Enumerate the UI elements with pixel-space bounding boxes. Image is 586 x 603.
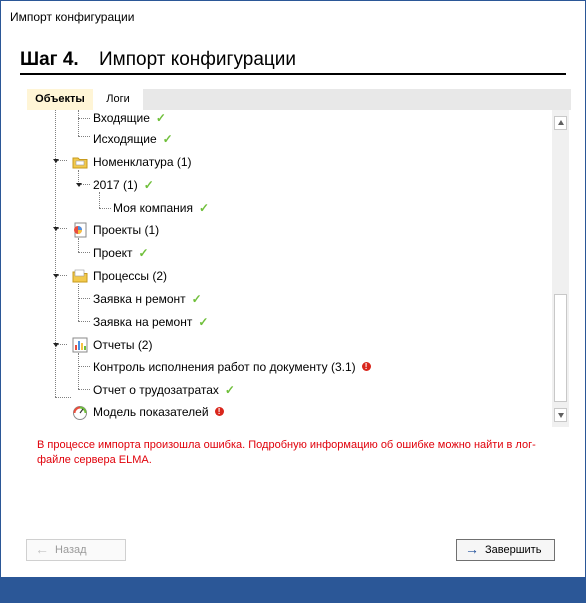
tree-node-label: 2017 (1): [93, 178, 138, 192]
tree-line: [78, 170, 79, 184]
arrow-right-icon: →: [465, 541, 479, 557]
kpi-gauge-icon: [72, 404, 88, 420]
error-icon: !: [362, 362, 371, 371]
tree-node[interactable]: [72, 220, 159, 240]
tree-line: [78, 284, 79, 321]
tree-node[interactable]: [93, 110, 166, 128]
scroll-down-button[interactable]: [554, 408, 567, 422]
tree-node-label: Контроль исполнения работ по документу (3.1): [93, 360, 356, 374]
tree-node[interactable]: [93, 289, 202, 309]
tree-line: [78, 366, 90, 367]
scroll-thumb[interactable]: [554, 294, 567, 402]
tree-line: [78, 321, 90, 322]
tab-strip: [27, 89, 571, 110]
objects-tree-panel: [27, 110, 571, 427]
tree-line: [78, 238, 79, 252]
arrow-left-icon: ←: [35, 541, 49, 557]
footer-bar: [1, 577, 585, 602]
tree-node[interactable]: [93, 175, 154, 195]
expand-arrow-icon[interactable]: [53, 274, 59, 278]
projects-icon: [72, 222, 88, 238]
tree-line: [78, 118, 90, 119]
objects-tree: [27, 110, 552, 427]
tree-node-label: Исходящие: [93, 132, 157, 146]
step-number: Шаг 4.: [20, 49, 79, 70]
tree-node-label: Отчеты (2): [93, 338, 153, 352]
tree-node[interactable]: [72, 335, 152, 355]
tree-node[interactable]: [93, 312, 208, 332]
tree-line: [78, 110, 79, 136]
tree-node[interactable]: [93, 357, 371, 377]
check-icon: ✓: [224, 383, 235, 397]
error-icon: !: [215, 407, 224, 416]
tree-node[interactable]: [72, 402, 224, 422]
check-icon: ✓: [198, 315, 209, 329]
tree-node[interactable]: [93, 380, 235, 400]
tree-node-label: Отчет о трудозатратах: [93, 383, 219, 397]
check-icon: ✓: [198, 201, 210, 215]
tree-line: [78, 252, 90, 253]
tree-line: [78, 353, 79, 389]
tree-node-label: Проекты (1): [93, 223, 160, 237]
finish-button[interactable]: [456, 539, 555, 561]
reports-icon: [72, 337, 88, 353]
expand-arrow-icon[interactable]: [53, 227, 59, 231]
tree-node-label: Заявка на ремонт: [93, 315, 193, 329]
tree-line: [78, 389, 90, 390]
tree-line: [78, 136, 90, 137]
tree-node-label: Процессы (2): [93, 269, 168, 283]
check-icon: ✓: [162, 132, 173, 146]
tree-node[interactable]: [93, 243, 149, 263]
tree-line: [55, 110, 56, 397]
expand-arrow-icon[interactable]: [53, 159, 59, 163]
scroll-up-button[interactable]: [554, 116, 567, 130]
expand-arrow-icon[interactable]: [76, 183, 82, 187]
back-button-label: Назад: [55, 544, 87, 556]
tree-node-label: Моя компания: [113, 201, 193, 215]
tree-node[interactable]: [72, 266, 167, 286]
tree-node-label: Модель показателей: [93, 405, 209, 419]
window-title: Импорт конфигурации: [10, 10, 135, 24]
folder-icon: [72, 154, 88, 170]
tree-line: [55, 397, 71, 398]
tree-line: [78, 298, 90, 299]
tree-scrollbar[interactable]: [552, 110, 569, 427]
expand-arrow-icon[interactable]: [53, 343, 59, 347]
tree-node[interactable]: [113, 198, 209, 218]
step-title: Импорт конфигурации: [99, 49, 296, 70]
tab-logs[interactable]: Логи: [93, 89, 143, 110]
check-icon: ✓: [155, 111, 166, 125]
import-error-message: В процессе импорта произошла ошибка. Подробную информацию об ошибке можно найти в лог-файле сервера ELMA.: [37, 439, 536, 466]
finish-button-label: Завершить: [485, 544, 542, 556]
tree-line: [99, 208, 111, 209]
processes-folder-icon: [72, 268, 88, 284]
tree-node[interactable]: [72, 152, 192, 172]
back-button[interactable]: [26, 539, 126, 561]
check-icon: ✓: [143, 178, 154, 192]
step-header: [20, 49, 566, 75]
tree-node-label: Проект: [93, 246, 133, 260]
tree-node-label: Входящие: [93, 111, 150, 125]
tree-node[interactable]: [93, 129, 173, 149]
check-icon: ✓: [191, 292, 202, 306]
tree-node-label: Номенклатура (1): [93, 155, 192, 169]
tree-node-label: Заявка н ремонт: [93, 292, 186, 306]
tab-objects[interactable]: Объекты: [27, 89, 93, 110]
check-icon: ✓: [138, 246, 149, 260]
